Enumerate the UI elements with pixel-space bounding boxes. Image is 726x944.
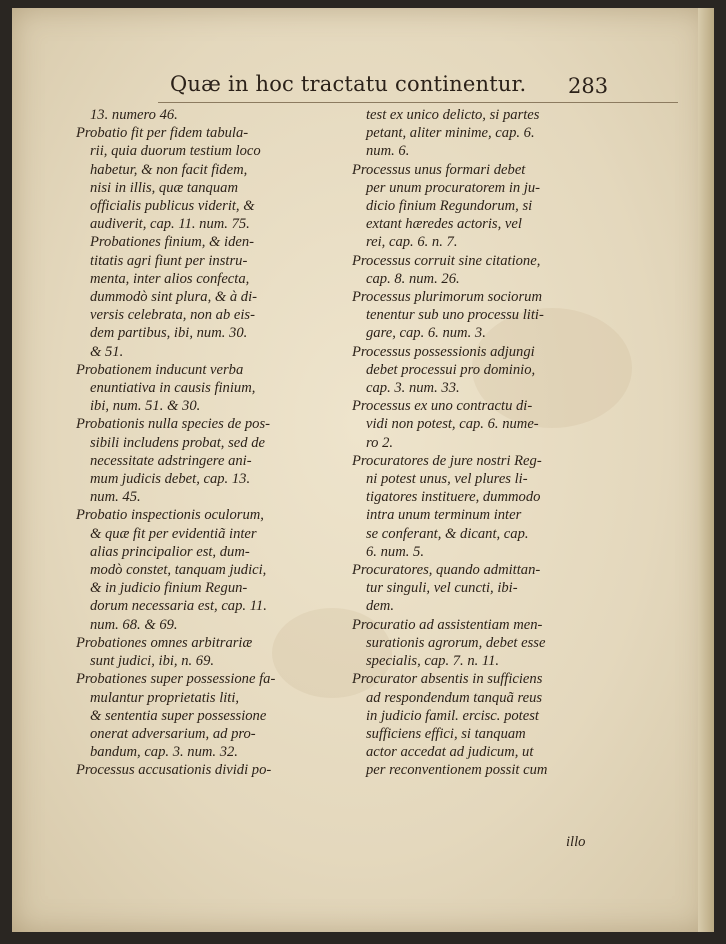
index-line: ad respondendum tanquã reus	[366, 689, 543, 706]
index-line: sufficiens effici, si tanquam	[366, 725, 526, 742]
index-line: sunt judici, ibi, n. 69.	[90, 653, 215, 670]
index-line: menta, inter alios confecta,	[90, 270, 250, 287]
index-line: bandum, cap. 3. num. 32.	[90, 744, 238, 761]
index-line: Processus possessionis adjungi	[352, 343, 535, 360]
index-line: surationis agrorum, debet esse	[366, 634, 546, 651]
index-column-right	[352, 106, 624, 780]
index-line: dummodò sint plura, & à di-	[90, 289, 258, 306]
index-line: mulantur proprietatis liti,	[90, 689, 240, 706]
page-header	[158, 70, 678, 104]
page-number: 283	[568, 74, 609, 98]
index-line: specialis, cap. 7. n. 11.	[366, 653, 500, 670]
header-rule	[158, 102, 678, 103]
index-line: vidi non potest, cap. 6. nume-	[366, 416, 539, 433]
index-line: test ex unico delicto, si partes	[366, 107, 540, 123]
index-line: per reconventionem possit cum	[366, 762, 548, 779]
index-line: num. 68. & 69.	[90, 616, 178, 633]
index-line: Procuratores de jure nostri Reg-	[352, 452, 542, 469]
index-line: & quæ fit per evidentiã inter	[90, 525, 257, 542]
index-line: petant, aliter minime, cap. 6.	[366, 125, 535, 142]
index-line: num. 45.	[90, 489, 141, 506]
index-line: debet processui pro dominio,	[366, 361, 536, 378]
index-line: mum judicis debet, cap. 13.	[90, 471, 251, 488]
index-line: Probatio fit per fidem tabula-	[76, 125, 249, 142]
index-line: Processus corruit sine citatione,	[352, 252, 541, 269]
index-line: dicio finium Regundorum, si	[366, 198, 533, 215]
index-line: ibi, num. 51. & 30.	[90, 398, 201, 415]
index-line: gare, cap. 6. num. 3.	[366, 325, 486, 342]
index-line: modò constet, tanquam judici,	[90, 562, 267, 579]
index-line: Procurator absentis in sufficiens	[352, 671, 543, 688]
index-line: sibili includens probat, sed de	[90, 434, 265, 451]
index-line: intra unum terminum inter	[366, 507, 522, 524]
index-line: ro 2.	[366, 434, 394, 451]
index-line: tur singuli, vel cuncti, ibi-	[366, 580, 518, 597]
index-column-left	[76, 106, 346, 780]
running-head: Quæ in hoc tractatu continentur.	[170, 72, 527, 96]
index-line: per unum procuratorem in ju-	[366, 179, 541, 196]
index-line: Procuratores, quando admittan-	[352, 562, 541, 579]
index-line: Probationes super possessione fa-	[76, 671, 276, 688]
index-line: & sententia super possessione	[90, 707, 267, 724]
index-line: versis celebrata, non ab eis-	[90, 307, 255, 324]
index-line: Probatio inspectionis oculorum,	[76, 507, 264, 524]
index-line: num. 6.	[366, 143, 410, 160]
index-line: Processus ex uno contractu di-	[352, 398, 533, 415]
index-line: & 51.	[90, 343, 124, 360]
index-line: tenentur sub uno processu liti-	[366, 307, 544, 324]
index-line: alias principalior est, dum-	[90, 543, 250, 560]
index-line: cap. 3. num. 33.	[366, 380, 460, 397]
index-line: rii, quia duorum testium loco	[90, 143, 261, 160]
index-line: rei, cap. 6. n. 7.	[366, 234, 458, 251]
index-line: onerat adversarium, ad pro-	[90, 725, 256, 742]
index-line: Processus unus formari debet	[352, 161, 526, 178]
index-line: nisi in illis, quæ tanquam	[90, 179, 238, 196]
index-line: habetur, & non facit fidem,	[90, 161, 248, 178]
page-edge	[698, 8, 714, 932]
index-line: & in judicio finium Regun-	[90, 580, 248, 597]
index-line: 6. num. 5.	[366, 543, 424, 560]
catchword: illo	[566, 834, 586, 850]
index-line: Probationem inducunt verba	[76, 361, 244, 378]
index-line: officialis publicus viderit, &	[90, 198, 255, 215]
index-line: Probationes omnes arbitrariæ	[76, 634, 253, 651]
index-line: necessitate adstringere ani-	[90, 452, 252, 469]
index-line: 13. numero 46.	[90, 107, 178, 123]
index-line: in judicio famil. ercisc. potest	[366, 707, 539, 724]
index-line: dem.	[366, 598, 394, 615]
index-line: Processus plurimorum sociorum	[352, 289, 542, 306]
index-line: extant hæredes actoris, vel	[366, 216, 522, 233]
index-line: cap. 8. num. 26.	[366, 270, 460, 287]
index-line: dorum necessaria est, cap. 11.	[90, 598, 267, 615]
index-line: audiverit, cap. 11. num. 75.	[90, 216, 250, 233]
index-line: Probationis nulla species de pos-	[76, 416, 271, 433]
index-line: titatis agri fiunt per instru-	[90, 252, 248, 269]
index-line: Probationes finium, & iden-	[90, 234, 255, 251]
index-line: actor accedat ad judicum, ut	[366, 744, 534, 761]
index-line: Processus accusationis dividi po-	[76, 762, 272, 779]
index-line: enuntiativa in causis finium,	[90, 380, 256, 397]
index-line: tigatores instituere, dummodo	[366, 489, 541, 506]
index-line: se conferant, & dicant, cap.	[366, 525, 529, 542]
index-line: ni potest unus, vel plures li-	[366, 471, 528, 488]
index-line: Procuratio ad assistentiam men-	[352, 616, 543, 633]
index-line: dem partibus, ibi, num. 30.	[90, 325, 248, 342]
